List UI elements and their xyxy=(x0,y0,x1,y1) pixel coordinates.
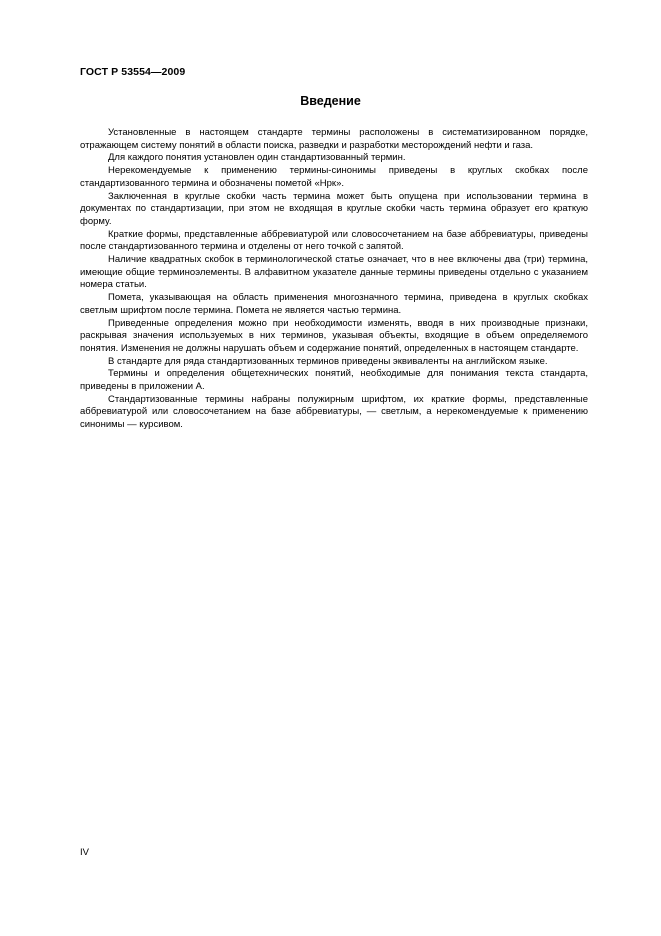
paragraph: Нерекомендуемые к применению термины-синонимы приведены в круглых скобках после стандартизованного термина и обозначены пометой «Нрк». xyxy=(80,165,588,189)
paragraph: Помета, указывающая на область применения многозначного термина, приведена в круглых скобках светлым шрифтом после термина. Помета не является частью термина. xyxy=(80,292,588,316)
page-number: IV xyxy=(80,847,89,858)
standard-id: ГОСТ Р 53554—2009 xyxy=(80,66,186,78)
paragraph: В стандарте для ряда стандартизованных терминов приведены эквиваленты на английском языке. xyxy=(108,355,548,367)
paragraph: Термины и определения общетехнических понятий, необходимые для понимания текста стандарта, приведены в приложении А. xyxy=(80,368,588,393)
paragraph: Для каждого понятия установлен один стандартизованный термин. xyxy=(108,152,406,164)
paragraph: Установленные в настоящем стандарте термины расположены в систематизированном порядке, отражающем систему понятий в области поиска, разведки и разработки месторождений нефти и газа. xyxy=(80,127,588,151)
body-text xyxy=(80,127,588,432)
paragraph: Заключенная в круглые скобки часть термина может быть опущена при использовании термина в документах по стандартизации, при этом не входящая в круглые скобки часть термина образует его краткую форму. xyxy=(80,190,588,227)
paragraph: Краткие формы, представленные аббревиатурой или словосочетанием на базе аббревиатуры, приведены после стандартизованного термина и отделены от него точкой с запятой. xyxy=(80,228,588,253)
paragraph: Наличие квадратных скобок в терминологической статье означает, что в нее включены два (три) термина, имеющие общие терминоэлементы. В алфавитном указателе данные термины приведены отдельно с указанием номера статьи. xyxy=(80,254,588,291)
paragraph: Стандартизованные термины набраны полужирным шрифтом, их краткие формы, представленные аббревиатурой или словосочетанием на базе аббревиатуры, — светлым, а нерекомендуемые к применению синонимы — курсивом. xyxy=(80,393,588,431)
section-title: Введение xyxy=(300,94,361,108)
paragraph: Приведенные определения можно при необходимости изменять, вводя в них производные признаки, раскрывая значения используемых в них терминов, указывая объекты, входящие в объем определяемого понятия. Изменения не должны нарушать объем и содержание понятий, определенных в настоящем стандарте. xyxy=(80,317,588,354)
